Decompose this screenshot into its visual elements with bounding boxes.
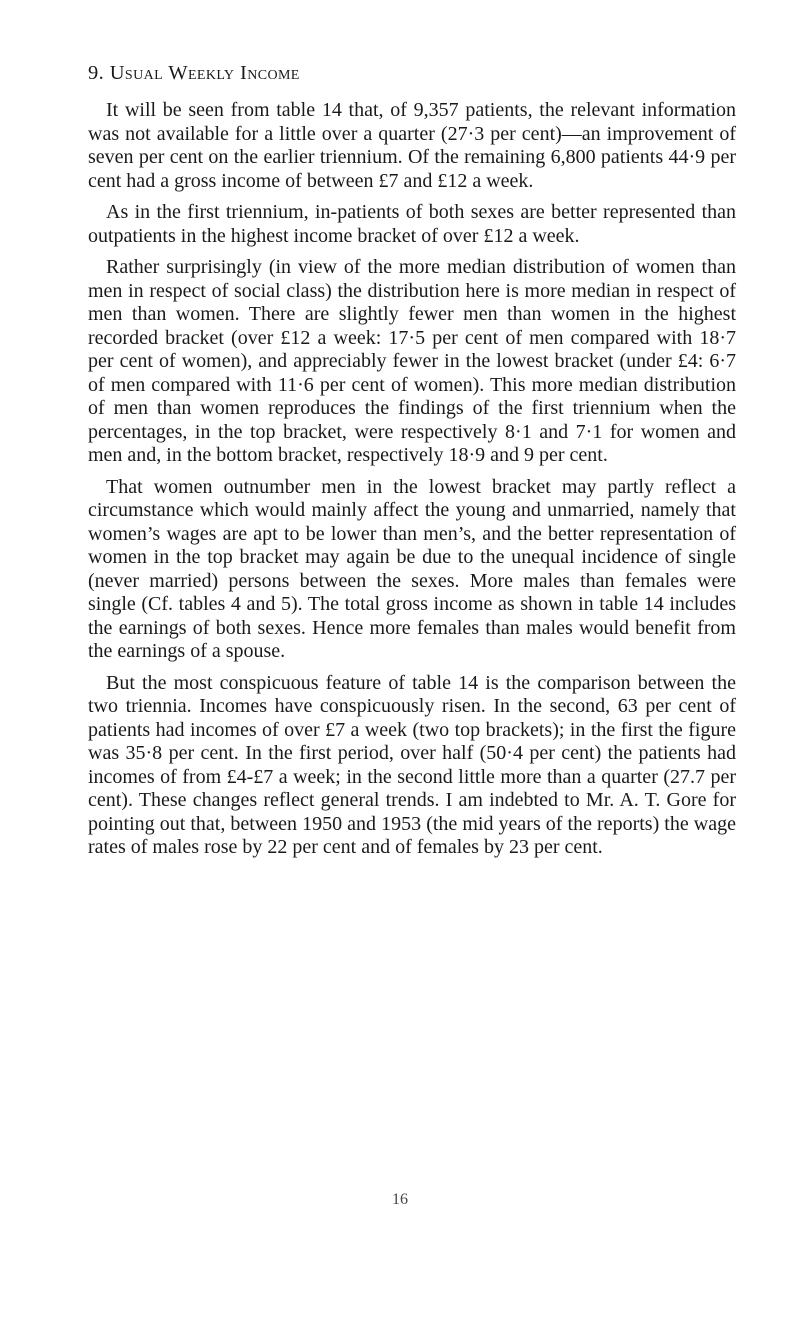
paragraph-inpatients: As in the first triennium, in-patients of both sexes are better represented than outpatients in the highest income bracket of over £12 a week. [88,201,736,247]
paragraph-women-lowest-bracket: That women outnumber men in the lowest bracket may partly reflect a circumstance which would mainly affect the young and unmarried, namely that women’s wages are apt to be lower than men’s, and the better representation of women in the top bracket may again be due to the unequal incidence of single (never married) persons between the sexes. More males than females were single (Cf. tables 4 and 5). The total gross income as shown in table 14 includes the earnings of both sexes. Hence more females than males would benefit from the earnings of a spouse. [88,475,736,662]
page-number: 16 [392,1191,408,1208]
paragraph-triennia-comparison: But the most conspicuous feature of table 14 is the comparison between the two triennia. Incomes have conspicuously risen. In the second, 63 per cent of patients had incomes of over £7 a week (two top brackets); in the first the figure was 35·8 per cent. In the first period, over half (50·4 per cent) the patients had incomes of from £4-£7 a week; in the second little more than a quarter (27.7 per cent). These changes reflect general trends. I am indebted to Mr. A. T. Gore for pointing out that, between 1950 and 1953 (the mid years of the reports) the wage rates of males rose by 22 per cent and of females by 23 per cent. [88,671,736,858]
section-heading: 9. Usual Weekly Income [88,62,300,84]
paragraph-median-distribution: Rather surprisingly (in view of the more median distribution of women than men in respect of social class) the distribution here is more median in respect of men than women. There are slightly fewer men than women in the highest recorded bracket (over £12 a week: 17·5 per cent of men compared with 18·7 per cent of women), and appreciably fewer in the lowest bracket (under £4: 6·7 of men compared with 11·6 per cent of women). This more median distribution of men than women reproduces the findings of the first triennium when the percentages, in the top bracket, were respectively 8·1 and 7·1 for women and men and, in the bottom bracket, respectively 18·9 and 9 per cent. [88,256,736,466]
paragraph-table14-availability: It will be seen from table 14 that, of 9,357 patients, the relevant information was not available for a little over a quarter (27·3 per cent)—an improvement of seven per cent on the earlier triennium. Of the remaining 6,800 patients 44·9 per cent had a gross income of between £7 and £12 a week. [88,99,736,192]
document-page [88,58,736,868]
